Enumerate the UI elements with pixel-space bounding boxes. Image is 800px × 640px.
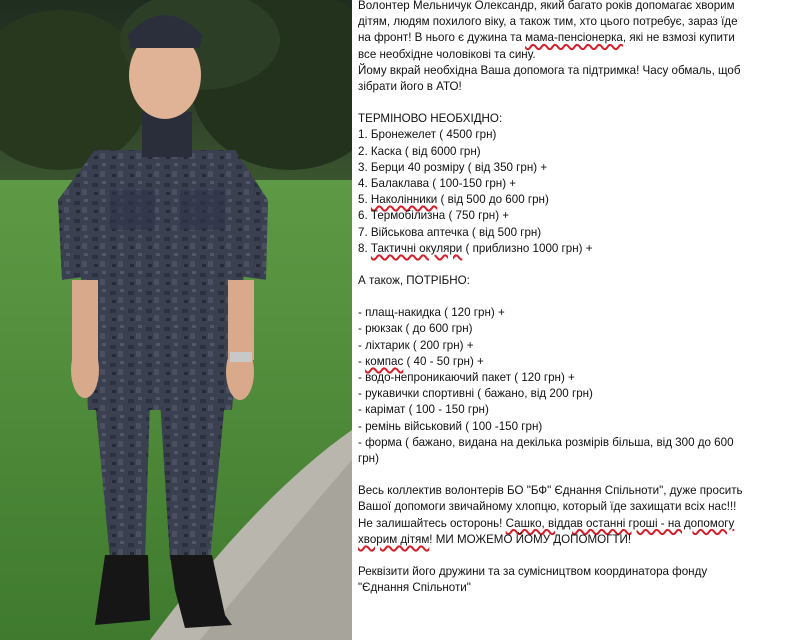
list-item: - рюкзак ( до 600 грн)	[358, 322, 473, 336]
urgent-list	[358, 127, 798, 257]
footer-line: Реквізити його дружини та за сумісництвом координатора фонду	[358, 565, 708, 579]
underlined-phrase: Тактичні окуляри	[370, 241, 463, 255]
list-item: 3. Берци 40 розміру ( від 350 грн) +	[358, 160, 548, 174]
intro-line: зібрати його в АТО!	[358, 80, 462, 94]
appeal-line: Весь коллектив волонтерів БО "БФ" Єднання Спільноти", дуже просить	[358, 484, 743, 498]
appeal-line: Вашої допомоги звичайному хлопцю, который їде захищати всіх нас!!!	[358, 500, 737, 514]
list-item: - ремінь військовий ( 100 -150 грн)	[358, 419, 543, 433]
list-item: 8. Тактичні окуляри ( приблизно 1000 грн) +	[358, 241, 593, 255]
intro-line: дітям, людям похилого віку, а також тим, хто цього потребує, зараз їде	[358, 15, 738, 29]
list-item: 5. Наколінники ( від 500 до 600 грн)	[358, 193, 549, 207]
underlined-phrase: компас	[365, 354, 404, 368]
also-heading: А також, ПОТРІБНО:	[358, 274, 470, 288]
underlined-phrase: хворим дітям	[358, 532, 430, 546]
list-item: 1. Бронежелет ( 4500 грн)	[358, 128, 497, 142]
appeal-text	[358, 0, 798, 597]
list-item: грн)	[358, 452, 379, 466]
urgent-heading: ТЕРМІНОВО НЕОБХІДНО:	[358, 112, 503, 126]
list-item: - ліхтарик ( 200 грн) +	[358, 338, 474, 352]
underlined-phrase: Наколінники	[370, 193, 438, 207]
list-item: 7. Військова аптечка ( від 500 грн)	[358, 225, 542, 239]
also-list	[358, 305, 798, 467]
list-item: - компас ( 40 - 50 грн) +	[358, 354, 484, 368]
intro-line: Волонтер Мельничук Олександр, який багато років допомагає хворим	[358, 0, 735, 12]
appeal-line: Не залишайтесь осторонь! Сашко, віддав останні гроші - на допомогу	[358, 516, 735, 530]
underlined-phrase: Сашко, віддав останні гроші - на допомогу	[505, 516, 735, 530]
list-item: - водо-непроникаючий пакет ( 120 грн) +	[358, 371, 575, 385]
list-item: - карімат ( 100 - 150 грн)	[358, 403, 489, 417]
list-item: - плащ-накидка ( 120 грн) +	[358, 306, 505, 320]
intro-line: на фронт! В нього є дужина та мама-пенсіонерка, які не взмозі купити	[358, 31, 735, 45]
list-item: 2. Каска ( від 6000 грн)	[358, 144, 481, 158]
underlined-phrase: мама-пенсіонерка	[525, 31, 623, 45]
list-item: 6. Термобілизна ( 750 грн) +	[358, 209, 510, 223]
list-item: 4. Балаклава ( 100-150 грн) +	[358, 177, 517, 191]
list-item: - рукавички спортивні ( бажано, від 200 грн)	[358, 387, 593, 401]
intro-line: Йому вкрай необхідна Ваша допомога та підтримка! Часу обмаль, щоб	[358, 63, 741, 77]
list-item: - форма ( бажано, видана на декілька розмірів більша, від 300 до 600	[358, 435, 734, 449]
footer-line: "Єднання Спільноти"	[358, 581, 471, 595]
appeal-line: хворим дітям! МИ МОЖЕМО ЙОМУ ДОПОМОГТИ!	[358, 532, 632, 546]
intro-line: все необхідне чоловікові та сину.	[358, 47, 536, 61]
volunteer-photo	[0, 0, 352, 640]
